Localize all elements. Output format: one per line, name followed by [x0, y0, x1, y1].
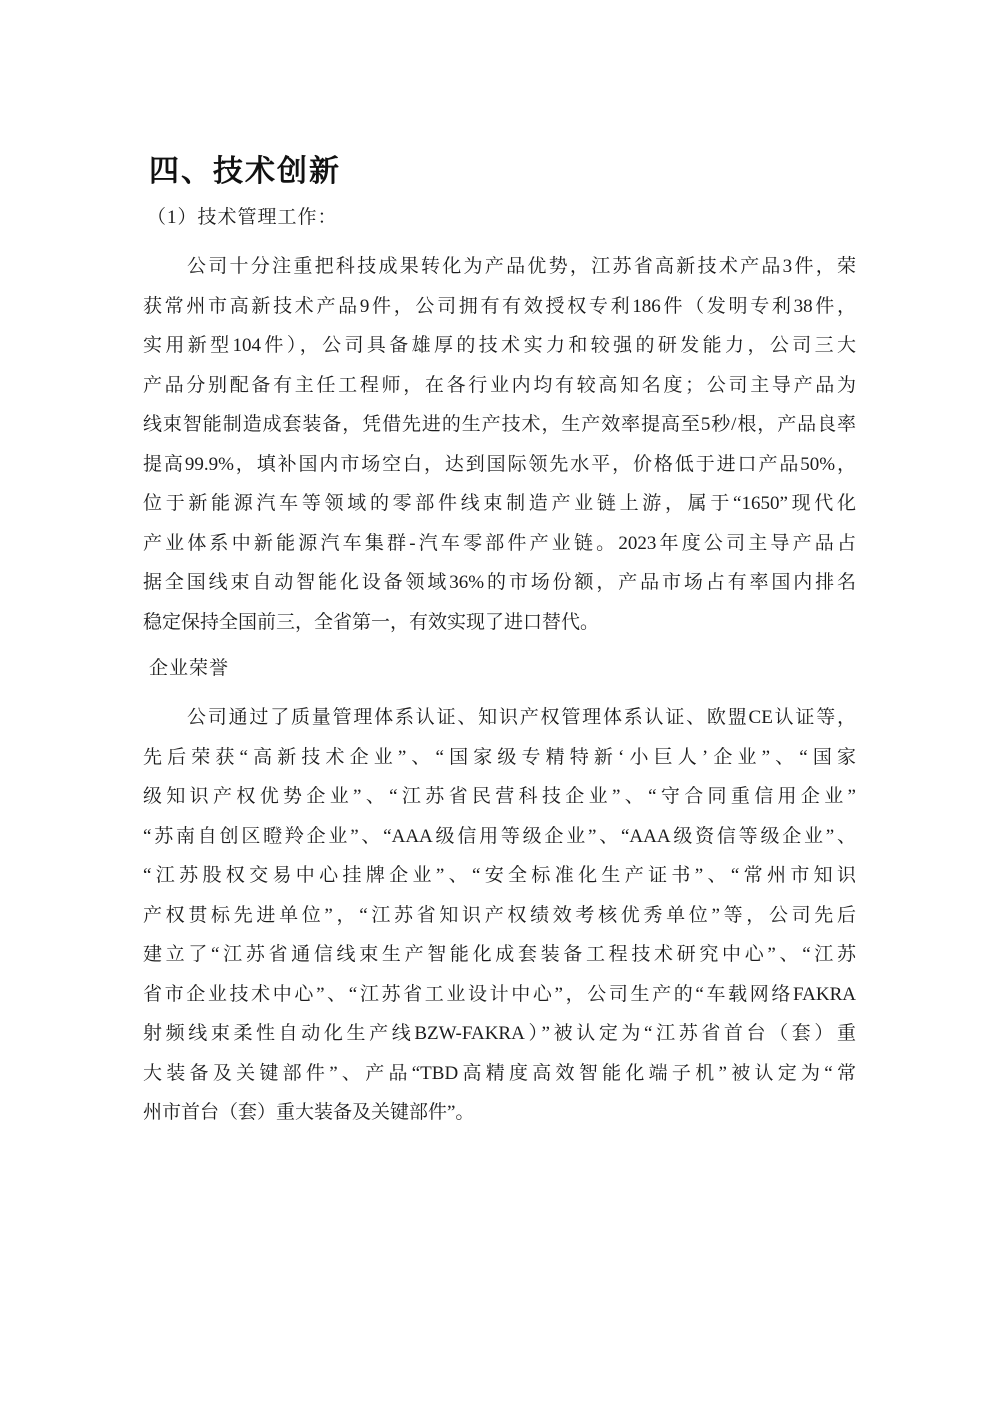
paragraph-line: 州市首台（套）重大装备及关键部件”。 — [143, 1102, 475, 1123]
paragraph-line: 产品分别配备有主任工程师，在各行业内均有较高知名度；公司主导产品为 — [143, 374, 856, 396]
paragraph-line: 公司通过了质量管理体系认证、知识产权管理体系认证、欧盟CE认证等， — [187, 707, 856, 728]
paragraph-line: 省市企业技术中心”、“江苏省工业设计中心”，公司生产的“车载网络FAKRA — [143, 983, 856, 1005]
paragraph-line: 先后荣获“高新技术企业”、“国家级专精特新‘小巨人’企业”、“国家 — [143, 746, 856, 768]
paragraph-line: 产业体系中新能源汽车集群-汽车零部件产业链。2023年度公司主导产品占 — [143, 532, 856, 554]
paragraph-technical-management — [143, 247, 856, 642]
section-heading: （1）技术管理工作： — [147, 207, 338, 228]
paragraph-line: 公司十分注重把科技成果转化为产品优势，江苏省高新技术产品3件，荣 — [187, 256, 856, 277]
paragraph-line: 位于新能源汽车等领域的零部件线束制造产业链上游，属于“1650”现代化 — [143, 493, 856, 514]
paragraph-line: 射频线束柔性自动化生产线BZW-FAKRA）”被认定为“江苏省首台（套）重 — [143, 1023, 856, 1044]
page-title: 四、技术创新 — [149, 155, 341, 189]
paragraph-corporate-honors — [143, 698, 856, 1133]
paragraph-line: 产权贯标先进单位”，“江苏省知识产权绩效考核优秀单位”等，公司先后 — [143, 904, 856, 926]
paragraph-line: “苏南自创区瞪羚企业”、“AAA级信用等级企业”、“AAA级资信等级企业”、 — [143, 825, 856, 847]
paragraph-line: “江苏股权交易中心挂牌企业”、“安全标准化生产证书”、“常州市知识 — [143, 865, 856, 886]
paragraph-line: 大装备及关键部件”、产品“TBD高精度高效智能化端子机”被认定为“常 — [143, 1062, 856, 1084]
paragraph-line: 稳定保持全国前三，全省第一，有效实现了进口替代。 — [143, 611, 600, 633]
sub-heading-corporate-honors: 企业荣誉 — [149, 658, 230, 679]
paragraph-line: 据全国线束自动智能化设备领域36%的市场份额，产品市场占有率国内排名 — [143, 572, 856, 593]
paragraph-line: 提高99.9%，填补国内市场空白，达到国际领先水平，价格低于进口产品50%， — [143, 453, 856, 475]
paragraph-line: 线束智能制造成套装备，凭借先进的生产技术，生产效率提高至5秒/根，产品良率 — [143, 414, 856, 435]
paragraph-line: 建立了“江苏省通信线束生产智能化成套装备工程技术研究中心”、“江苏 — [143, 944, 856, 965]
paragraph-line: 获常州市高新技术产品9件，公司拥有有效授权专利186件（发明专利38件， — [143, 295, 856, 317]
paragraph-line: 实用新型104件），公司具备雄厚的技术实力和较强的研发能力，公司三大 — [143, 335, 856, 356]
paragraph-line: 级知识产权优势企业”、“江苏省民营科技企业”、“守合同重信用企业” — [143, 786, 856, 807]
